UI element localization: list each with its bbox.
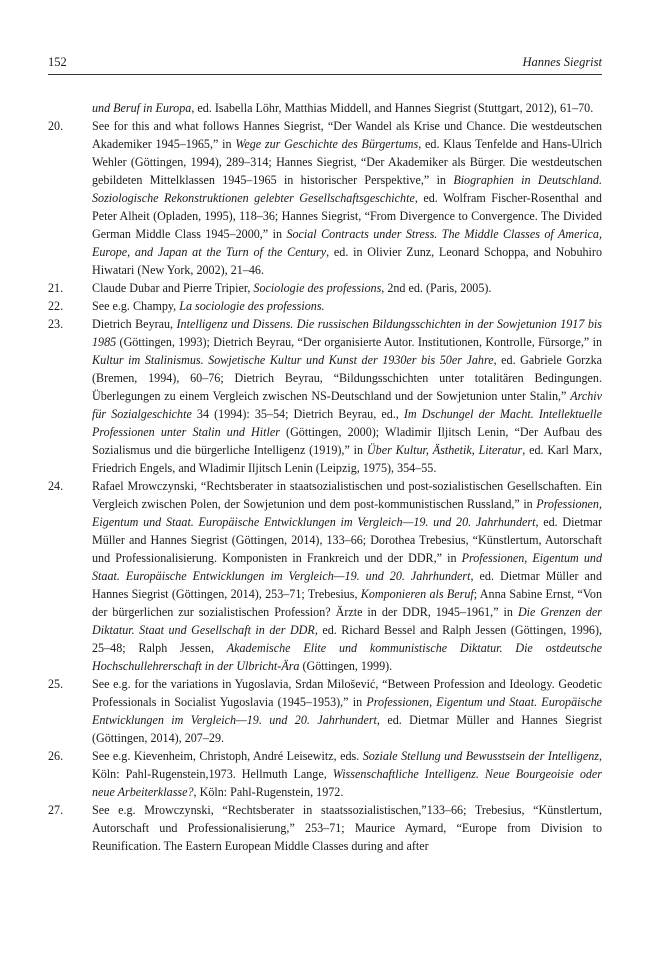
italic-title: Professionen, Eigentum und Staat. Europäische Entwicklungen im Vergleich—19. und 20. Jahrhundert [92,695,602,727]
text-run: , Köln: Pahl-Rugenstein,1973. Hellmuth Lange, [92,749,603,781]
endnote-number: 21. [48,281,64,295]
endnote-text [92,315,602,477]
italic-title: Professionen, Eigentum und Staat. Europäische Entwicklungen im Vergleich—19. und 20. Jahrhundert [92,497,602,529]
endnote [48,279,602,297]
italic-title: Professionen, Eigentum und Staat. Europäische Entwicklungen im Vergleich—19. und 20. Jahrhundert [92,551,602,583]
italic-title: Soziale Stellung und Bewusstsein der Intelligenz [362,749,599,763]
text-run: , ed. Klaus Tenfelde and Hans-Ulrich Wehler (Göttingen, 1994), 289–314; Hannes Siegrist, “Der Akademiker als Bürger. Die westdeutschen gebildeten Mittelklassen 1945–1965 in historischer Perspektive,” in [92,137,602,187]
endnote-continuation [48,99,602,117]
page-number: 152 [48,55,67,69]
endnote-number: 24. [48,479,64,493]
running-head: Hannes Siegrist [522,55,602,69]
endnote [48,117,602,279]
italic-title: Biographien in Deutschland. Soziologische Rekonstruktionen gelebter Gesellschaftsgeschichte [92,173,602,205]
italic-title: Kultur im Stalinismus. Sowjetische Kultur und Kunst der 1930er bis 50er Jahre [92,353,494,367]
text-run: Dietrich Beyrau, [92,317,177,331]
endnote [48,297,602,315]
text-run: , ed. Wolfram Fischer-Rosenthal and Peter Alheit (Opladen, 1995), 118–36; Hannes Siegrist, “From Divergence to Convergence. The Divided German Middle Class 1945–2000,” in [92,191,602,241]
text-run: See e.g. Champy, [92,299,180,313]
endnote-text [92,801,602,855]
italic-title: Die Grenzen der Diktatur. Staat und Gesellschaft in der DDR [92,605,602,637]
text-run: , ed. Gabriele Gorzka (Bremen, 1994), 60–76; Dietrich Beyrau, “Bildungsschichten unter totalitären Bedingungen. Überlegungen zu einem Vergleich zwischen NS-Deutschland und der Sowjetunion unter Stalin,” [92,353,602,403]
italic-title: und Beruf in Europa [92,101,192,115]
italic-title: Sociologie des professions [253,281,382,295]
endnote-number: 23. [48,317,64,331]
endnote [48,801,602,855]
text-run: Claude Dubar and Pierre Tripier, [92,281,254,295]
endnote-number: 20. [48,119,64,133]
italic-title: Wissenschaftliche Intelligenz. Neue Bourgeoisie oder neue Arbeiterklasse? [92,767,602,799]
text-run: , ed. Isabella Löhr, Matthias Middell, and Hannes Siegrist (Stuttgart, 2012), 61–70. [191,101,594,115]
endnote [48,675,602,747]
text-run: (Göttingen, 1993); Dietrich Beyrau, “Der organisierte Autor. Institutionen, Kontrolle, Fürsorge,” in [116,335,602,349]
italic-title: Archiv für Sozialgeschichte [92,389,602,421]
text-run: , ed. Karl Marx, Friedrich Engels, and Wladimir Iljitsch Lenin (Leipzig, 1975), 354–55. [92,443,602,475]
italic-title: La sociologie des professions. [179,299,325,313]
page-header [48,52,602,72]
text-run: See for this and what follows Hannes Siegrist, “Der Wandel als Krise und Chance. Die westdeutschen Akademiker 1945–1965,” in [92,119,602,151]
text-run: , ed. Dietmar Müller and Hannes Siegrist (Göttingen, 2014), 133–66; Dorothea Trebesius, “Künstlertum, Autorschaft und Professionalisierung. Komponisten in Frankreich und der DDR,” in [92,515,603,565]
endnote-number: 27. [48,803,64,817]
text-run: , 2nd ed. (Paris, 2005). [381,281,492,295]
endnote-text [92,117,602,279]
text-run: Rafael Mrowczynski, “Rechtsberater in staatsozialistischen und post-sozialistischen Gesellschaften. Ein Vergleich zwischen Polen, der Sowjetunion und dem post-kommunistischen Russland,” in [92,479,602,511]
header-rule [48,74,602,75]
italic-title: Social Contracts under Stress. The Middle Classes of America, Europe, and Japan at the Turn of the Century [92,227,602,259]
italic-title: Intelligenz und Dissens. Die russischen Bildungsschichten in der Sowjetunion 1917 bis 1985 [92,317,602,349]
text-run: (Göttingen, 2000); Wladimir Iljitsch Lenin, “Der Aufbau des Sozialismus und die bürgerliche Intelligenz (1919),” in [92,425,602,457]
italic-title: Wege zur Geschichte des Bürgertums [235,137,419,151]
endnote-text [92,477,602,675]
endnote-number: 22. [48,299,64,313]
endnote-text [48,99,602,117]
text-run: See e.g. for the variations in Yugoslavia, Srdan Milošević, “Between Profession and Ideology. Geodetic Professionals in Socialist Yugoslavia (1945–1953),” in [92,677,602,709]
endnotes-list [48,99,602,855]
endnote-text [92,279,602,297]
text-run: 34 (1994): 35–54; Dietrich Beyrau, ed., [191,407,404,421]
text-run: (Göttingen, 1999). [299,659,393,673]
endnote-number: 25. [48,677,64,691]
italic-title: Akademische Elite und kommunistische Diktatur. Die ostdeutsche Hochschullehrerschaft in der Ulbricht-Ära [92,641,602,673]
endnote [48,747,602,801]
text-run: , ed. Dietmar Müller and Hannes Siegrist (Göttingen, 2014), 253–71; Trebesius, [92,569,602,601]
endnote-text [92,747,602,801]
text-run: , ed. Richard Bessel and Ralph Jessen (Göttingen, 1996), 25–48; Ralph Jessen, [92,623,602,655]
text-run: See e.g. Mrowczynski, “Rechtsberater in staatssozialistischen,”133–66; Trebesius, “Künstlertum, Autorschaft und Professionalisierung,” 253–71; Maurice Aymard, “Europe from Division to Reunification. The Eastern European Middle Classes during and after [92,803,602,853]
text-run: , ed. in Olivier Zunz, Leonard Schoppa, and Nobuhiro Hiwatari (New York, 2002), 21–46. [92,245,602,277]
text-run: See e.g. Kievenheim, Christoph, André Leisewitz, eds. [92,749,363,763]
italic-title: Komponieren als Beruf [360,587,474,601]
endnote-text [92,297,602,315]
italic-title: Über Kultur, Ästhetik, Literatur [366,443,523,457]
endnote [48,477,602,675]
text-run: ; Anna Sabine Ernst, “Von der bürgerlichen zur sozialistischen Profession? Ärzte in der DDR, 1945–1961,” in [92,587,603,619]
endnote-number: 26. [48,749,64,763]
text-run: , Köln: Pahl-Rugenstein, 1972. [193,785,344,799]
endnote [48,315,602,477]
text-run: , ed. Dietmar Müller and Hannes Siegrist (Göttingen, 2014), 207–29. [92,713,602,745]
italic-title: Im Dschungel der Macht. Intellektuelle Professionen unter Stalin und Hitler [92,407,602,439]
endnote-text [92,675,602,747]
